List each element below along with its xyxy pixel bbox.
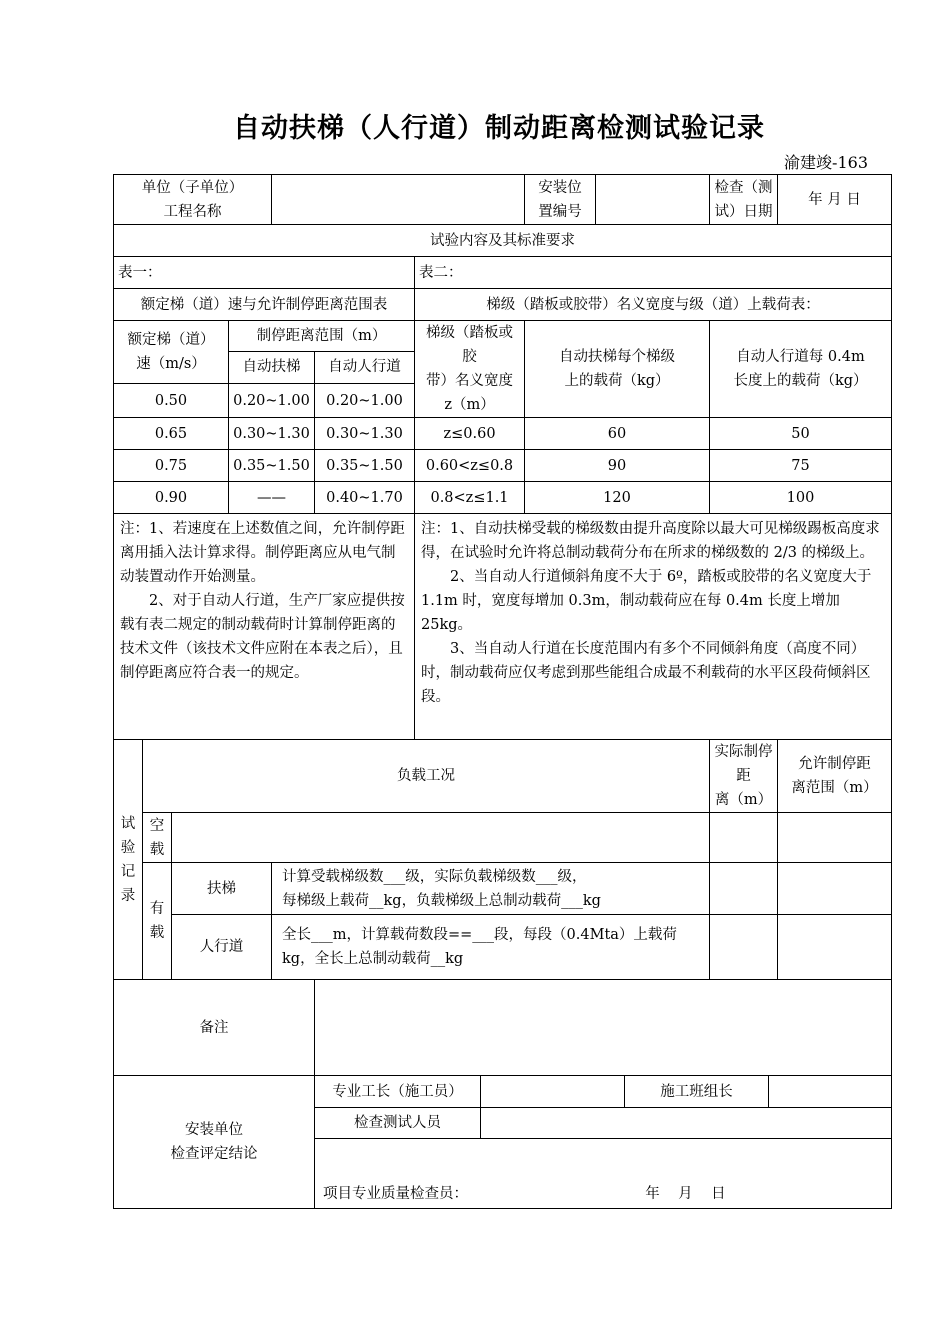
t1-escalator-header: 自动扶梯: [229, 351, 315, 384]
empty-allowed-distance[interactable]: [778, 813, 892, 863]
t1-escalator-cell: 0.35~1.50: [229, 450, 315, 482]
quality-inspector-label: 项目专业质量检查员：: [323, 1186, 468, 1202]
walkway-load-text[interactable]: 全长___m，计算载荷数段==___段，每段（0.4Mta）上载荷 kg，全长上总制动载荷__kg: [272, 915, 710, 980]
load-condition-header: 负载工况: [143, 740, 710, 813]
notes-left: [114, 514, 415, 740]
t1-walkway-cell: 0.35~1.50: [315, 450, 415, 482]
t2-esc-load-header: 自动扶梯每个梯级 上的载荷（kg）: [525, 321, 710, 418]
t2-width-header: 梯级（踏板或胶 带）名义宽度 z（m）: [415, 321, 525, 418]
t2-esc-load-cell: 120: [525, 482, 710, 514]
location-label: 安装位 置编号: [525, 175, 596, 225]
check-date-value[interactable]: 年 月 日: [778, 175, 892, 225]
record-table: [113, 174, 892, 1209]
walkway-allowed-distance[interactable]: [778, 915, 892, 980]
t2-width-cell: 0.60<z≤0.8: [415, 450, 525, 482]
t1-walkway-header: 自动人行道: [315, 351, 415, 384]
t1-speed-cell: 0.90: [114, 482, 229, 514]
team-leader-value[interactable]: [769, 1076, 892, 1108]
t1-walkway-cell: 0.40~1.70: [315, 482, 415, 514]
conclusion-date: 年 月 日: [645, 1186, 726, 1202]
location-value[interactable]: [596, 175, 710, 225]
escalator-allowed-distance[interactable]: [778, 863, 892, 915]
unit-name-label: 单位（子单位） 工程名称: [114, 175, 272, 225]
test-record-label: 试 验 记 录: [114, 740, 143, 980]
notes-right: [415, 514, 892, 740]
note-paragraph: 注：1、自动扶梯受载的梯级数由提升高度除以最大可见梯级踢板高度求得，在试验时允许将总制动载荷分布在所求的梯级数的 2/3 的梯级上。: [421, 521, 880, 561]
walkway-row-label: 人行道: [172, 915, 272, 980]
t1-speed-cell: 0.75: [114, 450, 229, 482]
note-paragraph: 注：1、若速度在上述数值之间，允许制停距离用插入法计算求得。制停距离应从电气制动装置动作开始测量。: [120, 521, 405, 585]
team-leader-label: 施工班组长: [625, 1076, 769, 1108]
remarks-value[interactable]: [315, 980, 892, 1076]
table1-caption: 额定梯（道）速与允许制停距离范围表: [114, 289, 415, 321]
t1-escalator-cell: 0.30~1.30: [229, 418, 315, 450]
foreman-label: 专业工长（施工员）: [315, 1076, 481, 1108]
t2-esc-load-cell: 90: [525, 450, 710, 482]
note-paragraph: 3、当自动人行道在长度范围内有多个不同倾斜角度（高度不同）时，制动载荷应仅考虑到那些能组合成最不利载荷的水平区段荷倾斜区段。: [421, 641, 871, 705]
remarks-label: 备注: [114, 980, 315, 1076]
escalator-actual-distance[interactable]: [710, 863, 778, 915]
loaded-label: 有 载: [143, 863, 172, 980]
unit-name-value[interactable]: [272, 175, 525, 225]
inspector-label: 检查测试人员: [315, 1108, 481, 1139]
walkway-actual-distance[interactable]: [710, 915, 778, 980]
t1-speed-cell: 0.50: [114, 384, 229, 418]
quality-inspector-cell[interactable]: [315, 1139, 892, 1209]
section-title: 试验内容及其标准要求: [114, 225, 892, 257]
t2-walk-load-cell: 75: [710, 450, 892, 482]
t2-width-cell: z≤0.60: [415, 418, 525, 450]
t1-speed-cell: 0.65: [114, 418, 229, 450]
t2-width-cell: 0.8<z≤1.1: [415, 482, 525, 514]
empty-load-label: 空 载: [143, 813, 172, 863]
page-title: 自动扶梯（人行道）制动距离检测试验记录: [233, 113, 765, 144]
t2-walk-load-cell: 50: [710, 418, 892, 450]
empty-actual-distance[interactable]: [710, 813, 778, 863]
inspector-value[interactable]: [481, 1108, 892, 1139]
actual-distance-header: 实际制停距 离（m）: [710, 740, 778, 813]
form-code: 渝建竣-163: [784, 153, 868, 172]
note-paragraph: 2、对于自动人行道，生产厂家应提供按载有表二规定的制动载荷时计算制停距离的技术文件（该技术文件应附在本表之后），且制停距离应符合表一的规定。: [120, 593, 405, 681]
check-date-label: 检查（测 试）日期: [710, 175, 778, 225]
t1-escalator-cell: ——: [229, 482, 315, 514]
t2-esc-load-cell: 60: [525, 418, 710, 450]
t1-walkway-cell: 0.20~1.00: [315, 384, 415, 418]
t1-range-header: 制停距离范围（m）: [229, 321, 415, 352]
allowed-distance-header: 允许制停距 离范围（m）: [778, 740, 892, 813]
note-paragraph: 2、当自动人行道倾斜角度不大于 6º，踏板或胶带的名义宽度大于 1.1m 时，宽度每增加 0.3m，制动载荷应在每 0.4m 长度上增加 25kg。: [421, 569, 872, 633]
t1-escalator-cell: 0.20~1.00: [229, 384, 315, 418]
t1-walkway-cell: 0.30~1.30: [315, 418, 415, 450]
escalator-row-label: 扶梯: [172, 863, 272, 915]
table1-label: 表一：: [114, 257, 415, 289]
escalator-load-text[interactable]: 计算受载梯级数___级，实际负载梯级数___级， 每梯级上载荷__kg，负载梯级上总制动载荷___kg: [272, 863, 710, 915]
t1-speed-header: 额定梯（道） 速（m/s）: [114, 321, 229, 384]
table2-caption: 梯级（踏板或胶带）名义宽度与级（道）上载荷表：: [415, 289, 892, 321]
empty-load-value[interactable]: [172, 813, 710, 863]
conclusion-label: 安装单位 检查评定结论: [114, 1076, 315, 1209]
foreman-value[interactable]: [481, 1076, 625, 1108]
t2-walk-load-header: 自动人行道每 0.4m 长度上的载荷（kg）: [710, 321, 892, 418]
t2-walk-load-cell: 100: [710, 482, 892, 514]
table2-label: 表二：: [415, 257, 892, 289]
